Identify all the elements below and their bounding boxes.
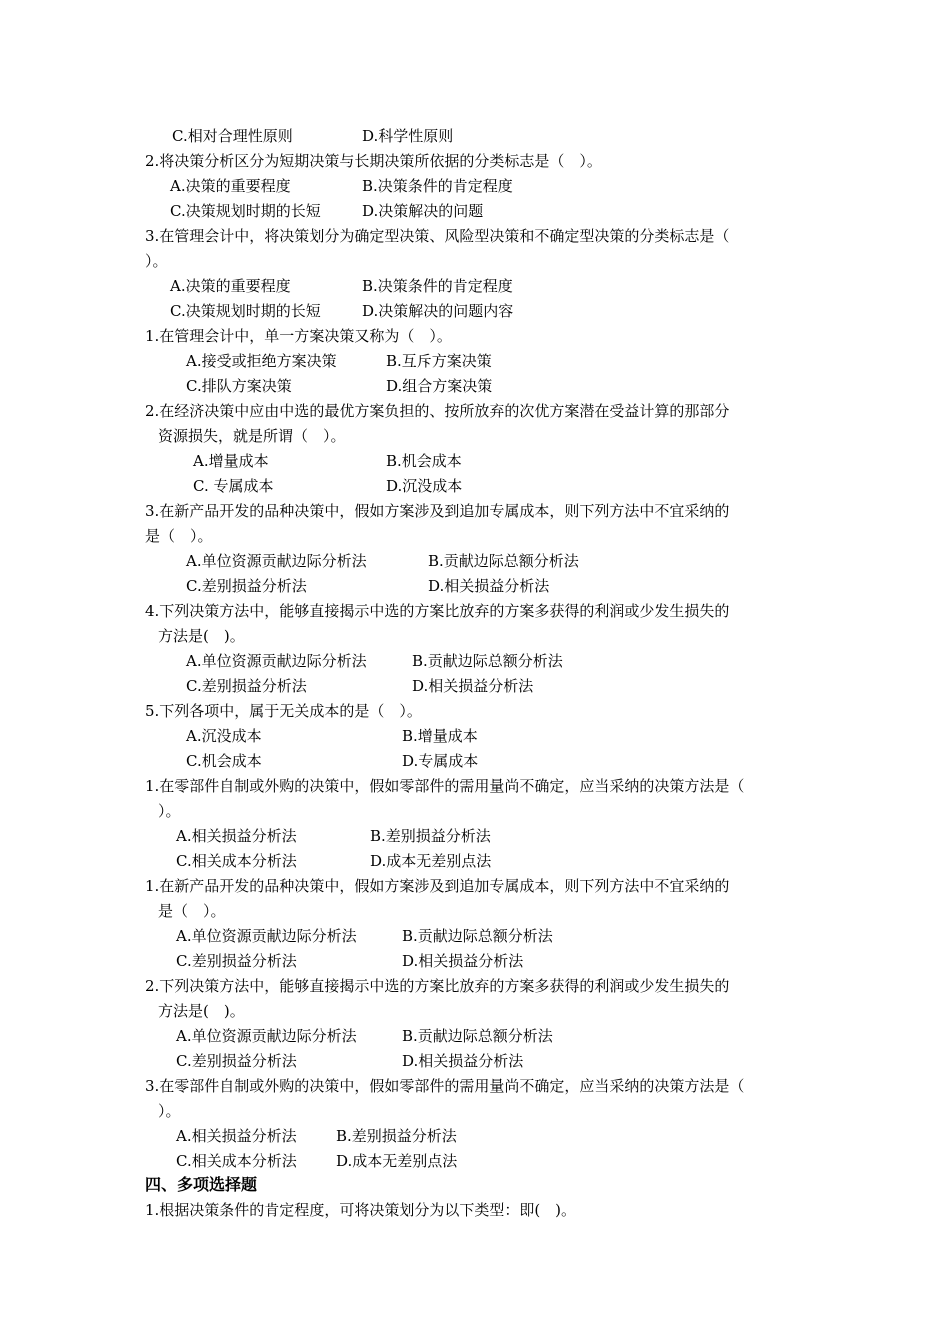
option-text: B.差别损益分析法 [370,827,491,845]
option-text: A.单位资源贡献边际分析法 [186,552,367,570]
option-text: C. 专属成本 [193,477,274,495]
option-text: A.相关损益分析法 [176,827,297,845]
option-text: C.差别损益分析法 [176,1052,297,1070]
option-text: C.决策规划时期的长短 [170,302,321,320]
question-line: ）。 [145,252,168,270]
option-text: B.贡献边际总额分析法 [402,1027,553,1045]
option-text: D.相关损益分析法 [412,677,534,695]
question-line: 1.根据决策条件的肯定程度，可将决策划分为以下类型：即( )。 [145,1201,577,1219]
option-text: C.相关成本分析法 [176,1152,297,1170]
question-line: 2.下列决策方法中，能够直接揭示中选的方案比放弃的方案多获得的利润或少发生损失的 [145,977,730,995]
option-text: A.接受或拒绝方案决策 [186,352,337,370]
option-text: C.机会成本 [186,752,262,770]
option-text: C.相关成本分析法 [176,852,297,870]
question-line: 是（ ）。 [145,527,213,545]
question-line: 1.在管理会计中，单一方案决策又称为（ ）。 [145,327,452,345]
option-text: C.决策规划时期的长短 [170,202,321,220]
option-text: B.决策条件的肯定程度 [362,277,513,295]
option-text: D.相关损益分析法 [402,952,524,970]
question-line: 3.在新产品开发的品种决策中，假如方案涉及到追加专属成本，则下列方法中不宜采纳的 [145,502,730,520]
option-text: D.科学性原则 [362,127,454,145]
option-text: B.差别损益分析法 [336,1127,457,1145]
question-line: ）。 [158,802,181,820]
question-line: 1.在零部件自制或外购的决策中，假如零部件的需用量尚不确定，应当采纳的决策方法是（ [145,777,745,795]
option-text: A.增量成本 [193,452,269,470]
option-text: C.差别损益分析法 [176,952,297,970]
option-text: A.单位资源贡献边际分析法 [186,652,367,670]
option-text: A.相关损益分析法 [176,1127,297,1145]
option-text: D.专属成本 [402,752,479,770]
option-text: B.互斥方案决策 [386,352,492,370]
option-text: A.决策的重要程度 [170,277,291,295]
question-line: 5.下列各项中，属于无关成本的是（ ）。 [145,702,422,720]
option-text: D.决策解决的问题 [362,202,484,220]
option-text: B.贡献边际总额分析法 [402,927,553,945]
section-heading: 四、多项选择题 [145,1175,258,1194]
question-line: 3.在零部件自制或外购的决策中，假如零部件的需用量尚不确定，应当采纳的决策方法是（ [145,1077,745,1095]
question-line: 1.在新产品开发的品种决策中，假如方案涉及到追加专属成本，则下列方法中不宜采纳的 [145,877,730,895]
option-text: C.差别损益分析法 [186,677,307,695]
option-text: D.相关损益分析法 [402,1052,524,1070]
option-text: A.单位资源贡献边际分析法 [176,927,357,945]
question-line: 是（ ）。 [158,902,226,920]
option-text: B.增量成本 [402,727,478,745]
option-text: D.沉没成本 [386,477,463,495]
question-line: 2.在经济决策中应由中选的最优方案负担的、按所放弃的次优方案潜在受益计算的那部分 [145,402,730,420]
option-text: A.沉没成本 [186,727,262,745]
option-text: D.相关损益分析法 [428,577,550,595]
option-text: D.决策解决的问题内容 [362,302,514,320]
option-text: A.单位资源贡献边际分析法 [176,1027,357,1045]
question-line: 4.下列决策方法中，能够直接揭示中选的方案比放弃的方案多获得的利润或少发生损失的 [145,602,730,620]
question-line: 方法是( )。 [158,1002,245,1020]
option-text: C.差别损益分析法 [186,577,307,595]
question-line: 3.在管理会计中，将决策划分为确定型决策、风险型决策和不确定型决策的分类标志是（ [145,227,730,245]
option-text: A.决策的重要程度 [170,177,291,195]
option-text: D.成本无差别点法 [336,1152,458,1170]
option-text: B.机会成本 [386,452,462,470]
question-line: 2.将决策分析区分为短期决策与长期决策所依据的分类标志是（ ）。 [145,152,602,170]
option-text: D.组合方案决策 [386,377,493,395]
option-text: B.贡献边际总额分析法 [412,652,563,670]
question-line: 资源损失，就是所谓（ ）。 [158,427,346,445]
option-text: C.排队方案决策 [186,377,292,395]
option-text: B.决策条件的肯定程度 [362,177,513,195]
question-line: 方法是( )。 [158,627,245,645]
option-text: B.贡献边际总额分析法 [428,552,579,570]
option-text: D.成本无差别点法 [370,852,492,870]
option-text: C.相对合理性原则 [172,127,293,145]
question-line: ）。 [158,1102,181,1120]
